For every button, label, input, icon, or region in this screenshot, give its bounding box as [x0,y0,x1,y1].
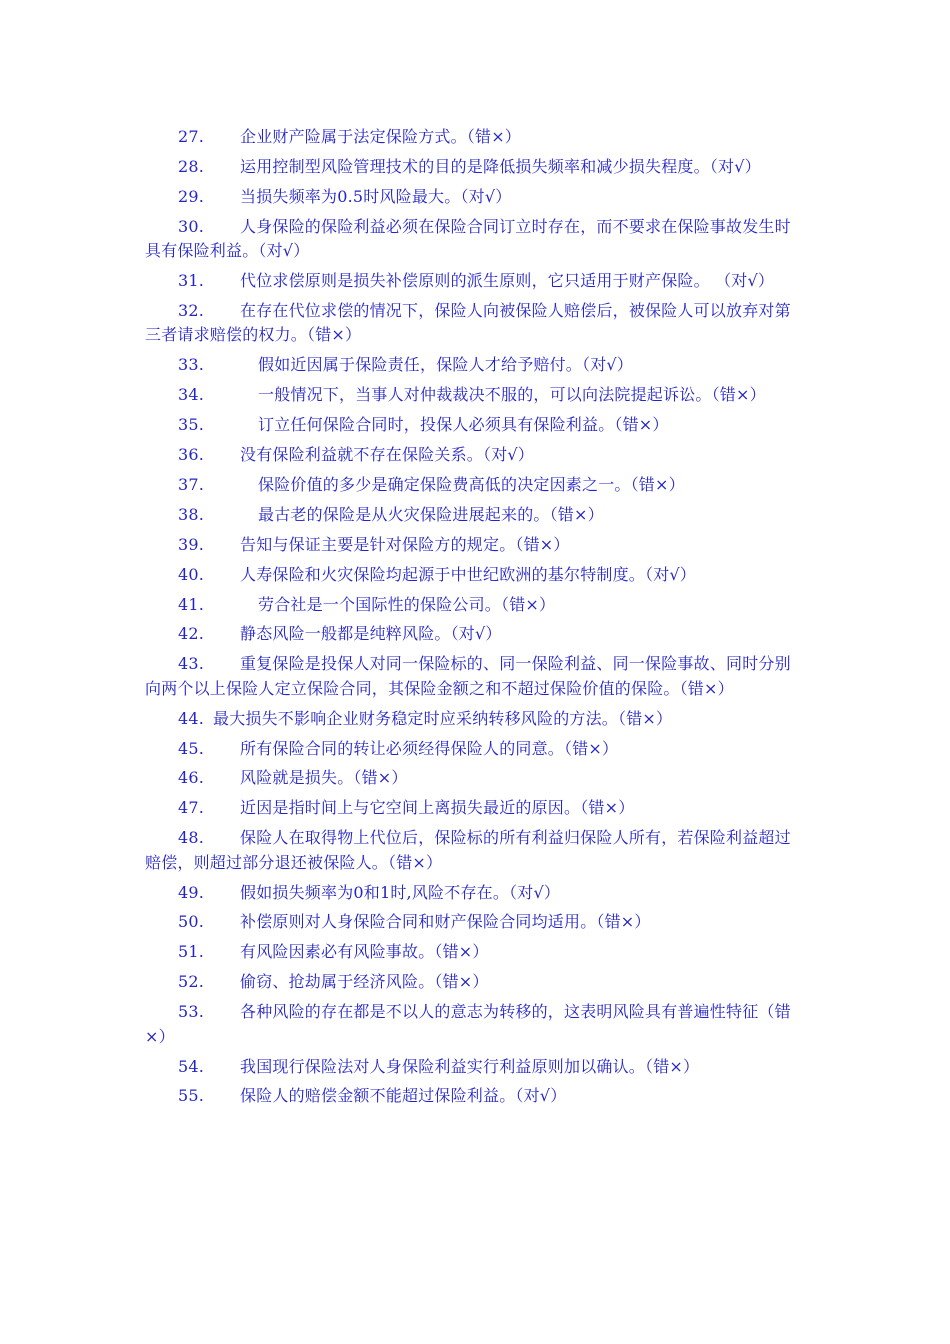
list-item [145,473,805,497]
item-text: 风险就是损失。（错×） [240,768,408,788]
item-number: 29. [178,186,205,206]
item-text: 所有保险合同的转让必须经得保险人的同意。（错×） [240,738,619,758]
item-number: 55. [178,1086,205,1106]
item-number: 44. [178,708,205,728]
item-number: 32. [178,300,205,320]
item-text: 假如近因属于保险责任，保险人才给予赔付。（对√） [258,355,633,375]
item-number: 53. [178,1002,205,1022]
list-item [145,383,805,407]
item-number: 39. [178,534,205,554]
item-text: 补偿原则对人身保险合同和财产保险合同均适用。（错×） [240,912,651,932]
item-text: 各种风险的存在都是不以人的意志为转移的，这表明风险具有普遍性特征（错×） [145,1002,791,1046]
item-number: 43. [178,654,205,674]
item-number: 49. [178,882,205,902]
list-item [145,622,805,646]
item-number: 40. [178,564,205,584]
list-item [145,593,805,617]
item-number: 35. [178,415,205,435]
item-number: 52. [178,972,205,992]
item-number: 28. [178,156,205,176]
item-number: 37. [178,474,205,494]
list-item [145,155,805,179]
item-number: 36. [178,444,205,464]
item-text: 人寿保险和火灾保险均起源于中世纪欧洲的基尔特制度。（对√） [240,564,696,584]
item-text: 有风险因素必有风险事故。（错×） [240,942,489,962]
item-text: 重复保险是投保人对同一保险标的、同一保险利益、同一保险事故、同时分别向两个以上保险人定立保险合同，其保险金额之和不超过保险价值的保险。（错×） [145,654,791,698]
list-item [145,1000,805,1049]
item-text: 保险人的赔偿金额不能超过保险利益。（对√） [240,1086,567,1106]
list-item [145,940,805,964]
item-text: 当损失频率为0.5时风险最大。（对√） [240,186,512,206]
item-text: 人身保险的保险利益必须在保险合同订立时存在，而不要求在保险事故发生时具有保险利益。（对√） [145,216,791,261]
item-number: 33. [178,355,205,375]
question-list [145,125,805,1114]
list-item [145,503,805,527]
item-number: 54. [178,1056,205,1076]
item-text: 近因是指时间上与它空间上离损失最近的原因。（错×） [240,798,635,818]
list-item [145,707,805,731]
item-text: 代位求偿原则是损失补偿原则的派生原则，它只适用于财产保险。 （对√） [240,271,775,291]
item-text: 保险价值的多少是确定保险费高低的决定因素之一。（错×） [258,474,685,494]
item-text: 没有保险利益就不存在保险关系。（对√） [240,444,534,464]
item-text: 企业财产险属于法定保险方式。（错×） [240,127,522,146]
list-item [145,269,805,293]
item-text: 假如损失频率为0和1时,风险不存在。（对√） [240,882,561,902]
list-item [145,652,805,701]
list-item [145,125,805,149]
item-text: 告知与保证主要是针对保险方的规定。（错×） [240,534,570,554]
list-item [145,563,805,587]
list-item [145,1084,805,1108]
item-text: 我国现行保险法对人身保险利益实行利益原则加以确认。（错×） [240,1056,700,1076]
item-number: 48. [178,828,205,848]
list-item [145,533,805,557]
list-item [145,413,805,437]
list-item [145,215,805,264]
item-number: 47. [178,798,205,818]
item-text: 偷窃、抢劫属于经济风险。（错×） [240,972,489,992]
item-text: 在存在代位求偿的情况下，保险人向被保险人赔偿后，被保险人可以放弃对第三者请求赔偿的权力。（错×） [145,300,791,345]
item-number: 46. [178,768,205,788]
list-item [145,766,805,790]
item-number: 50. [178,912,205,932]
list-item [145,881,805,905]
item-number: 34. [178,385,205,405]
list-item [145,910,805,934]
item-text: 一般情况下，当事人对仲裁裁决不服的，可以向法院提起诉讼。（错×） [258,385,766,405]
item-number: 42. [178,624,205,644]
list-item [145,1055,805,1079]
list-item [145,970,805,994]
item-text: 保险人在取得物上代位后，保险标的所有利益归保险人所有，若保险利益超过赔偿，则超过部分退还被保险人。（错×） [145,828,791,872]
list-item [145,185,805,209]
list-item [145,826,805,875]
item-number: 41. [178,594,205,614]
item-number: 27. [178,127,205,146]
list-item [145,299,805,348]
item-text: 劳合社是一个国际性的保险公司。（错×） [258,594,556,614]
item-text: 最古老的保险是从火灾保险进展起来的。（错×） [258,504,604,524]
list-item [145,443,805,467]
item-number: 31. [178,271,205,291]
item-text: 最大损失不影响企业财务稳定时应采纳转移风险的方法。（错×） [213,708,673,728]
item-text: 静态风险一般都是纯粹风险。（对√） [240,624,502,644]
item-text: 订立任何保险合同时，投保人必须具有保险利益。（错×） [258,415,669,435]
item-number: 45. [178,738,205,758]
item-number: 38. [178,504,205,524]
list-item [145,796,805,820]
item-number: 51. [178,942,205,962]
list-item [145,737,805,761]
list-item [145,353,805,377]
item-number: 30. [178,216,205,236]
item-text: 运用控制型风险管理技术的目的是降低损失频率和减少损失程度。（对√） [240,156,761,176]
